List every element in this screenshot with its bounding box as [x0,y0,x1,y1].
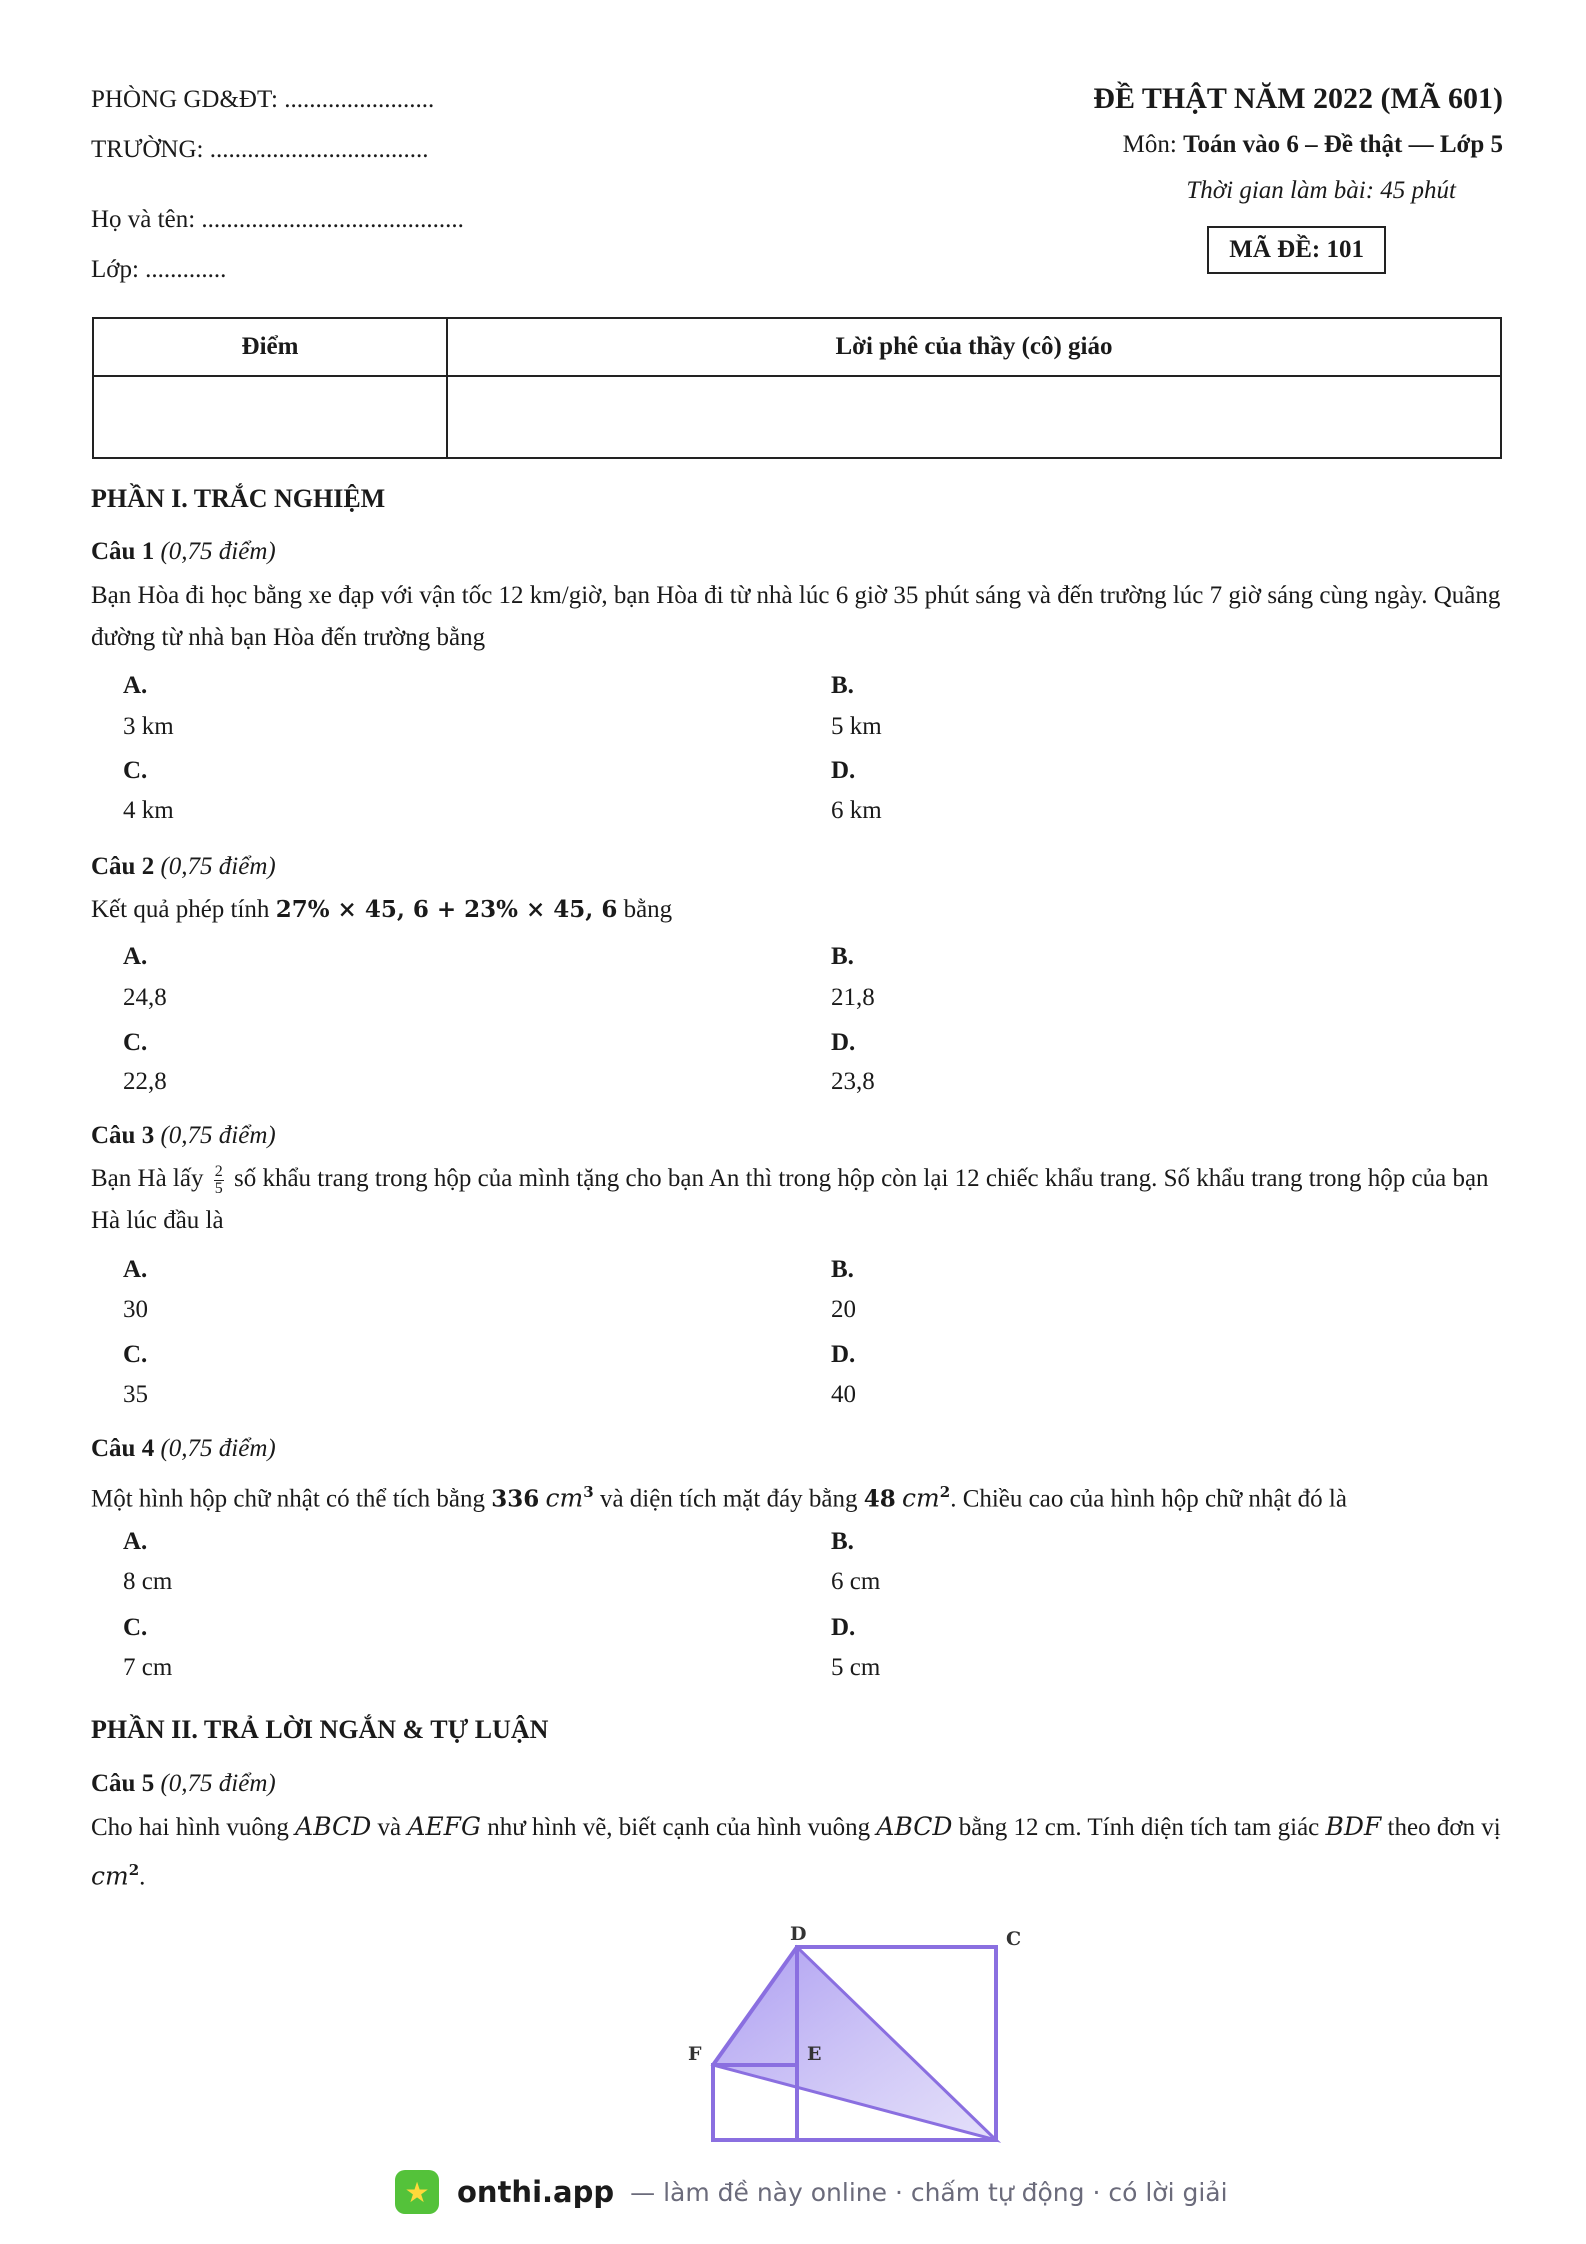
subject-line [1123,131,1503,159]
question-label: Câu 4 [91,1435,155,1462]
q4-option-a-letter: A. [123,1528,148,1555]
app-name-link[interactable]: onthi.app [457,2175,615,2209]
q1-option-a-letter: A. [123,672,148,699]
question-points: (0,75 điểm) [160,538,276,565]
q1-option-a-value: 3 km [123,713,174,740]
math-exponent: 2 [939,1483,951,1501]
score-table [92,317,1502,459]
app-logo-icon: ★ [395,2170,439,2214]
part1-title: PHẦN I. TRẮC NGHIỆM [91,484,386,513]
text-segment: số khẩu trang trong hộp của mình tặng cho bạn An thì trong hộp còn lại 12 chiếc khẩu trang. Số khẩu trang trong hộp của bạn Hà lúc đầu là [91,1165,1489,1234]
text-segment: Kết quả phép tính [91,896,276,923]
math-expression: 27% × 45, 6 + 23% × 45, 6 [275,896,618,923]
q1-option-b-value: 5 km [831,713,882,740]
q1-option-c-value: 4 km [123,797,174,824]
class-line: Lớp: ............. [91,256,227,283]
score-cell [93,376,447,458]
exam-code-box: MÃ ĐỀ: 101 [1207,226,1386,274]
comment-cell [447,376,1501,458]
text-segment: như hình vẽ, biết cạnh của hình vuông [480,1814,877,1841]
q3-option-a-value: 30 [123,1296,148,1323]
q3-option-c-value: 35 [123,1381,148,1408]
label-e: E [807,2043,822,2065]
q4-option-d-value: 5 cm [831,1654,881,1681]
triangle-bdf [713,1947,996,2140]
text-segment: Một hình hộp chữ nhật có thể tích bằng [91,1485,492,1513]
text-segment: và [371,1814,408,1841]
question-5-header [91,1770,276,1798]
text-segment: . [139,1863,146,1891]
exam-title: ĐỀ THẬT NĂM 2022 (MÃ 601) [1093,82,1503,115]
question-5-text [91,1806,1511,1898]
q2-option-b-letter: B. [831,943,854,970]
fraction [214,1164,224,1197]
q1-option-d-value: 6 km [831,797,882,824]
q4-option-b-letter: B. [831,1528,854,1555]
math-number: 48 [863,1485,896,1513]
question-points: (0,75 điểm) [160,1435,276,1462]
q4-option-c-letter: C. [123,1614,148,1641]
math-var: AEFG [407,1812,481,1841]
q2-option-c-value: 22,8 [123,1068,167,1095]
q2-option-c-letter: C. [123,1029,148,1056]
q3-option-d-value: 40 [831,1381,856,1408]
math-exponent: 3 [583,1483,594,1501]
math-unit: cm [91,1861,129,1891]
math-var: ABCD [876,1812,953,1841]
q3-option-d-letter: D. [831,1341,856,1368]
question-label: Câu 5 [91,1770,155,1797]
q2-option-a-value: 24,8 [123,984,167,1011]
text-segment: . Chiều cao của hình hộp chữ nhật đó là [950,1485,1347,1513]
label-d: D [790,1923,807,1945]
q4-option-b-value: 6 cm [831,1568,881,1595]
fraction-denominator: 5 [214,1179,223,1197]
question-3-header [91,1122,276,1150]
question-points: (0,75 điểm) [160,853,276,880]
math-var: BDF [1325,1812,1382,1841]
question-1-header [91,538,276,566]
student-name-line: Họ và tên: .......................................... [91,206,464,233]
question-2-header [91,853,276,881]
question-1-text: Bạn Hòa đi học bằng xe đạp với vận tốc 12 km/giờ, bạn Hòa đi từ nhà lúc 6 giờ 35 phút sáng và đến trường lúc 7 giờ sáng cùng ngày. Quãng đường từ nhà bạn Hòa đến trường bằng [91,582,1501,651]
fraction-numerator: 2 [214,1162,223,1180]
footer-banner[interactable] [395,2170,1228,2214]
label-f: F [688,2043,702,2065]
q3-option-b-letter: B. [831,1256,854,1283]
q1-option-d-letter: D. [831,757,856,784]
question-label: Câu 3 [91,1122,155,1149]
q3-option-a-letter: A. [123,1256,148,1283]
q3-option-c-letter: C. [123,1341,148,1368]
app-tagline: — làm đề này online · chấm tự động · có lời giải [630,2177,1228,2207]
question-4-header [91,1435,276,1463]
text-segment: và diện tích mặt đáy bằng [593,1485,864,1513]
math-exponent: 2 [128,1861,140,1879]
question-label: Câu 2 [91,853,155,880]
math-unit: cm [902,1483,940,1513]
text-segment: Cho hai hình vuông [91,1814,296,1841]
school-line: TRƯỜNG: ................................... [91,136,429,163]
math-number: 336 [491,1485,540,1513]
question-points: (0,75 điểm) [160,1770,276,1797]
score-header: Điểm [93,318,447,376]
text-segment: theo đơn vị [1381,1814,1501,1841]
part2-title: PHẦN II. TRẢ LỜI NGẮN & TỰ LUẬN [91,1715,549,1744]
q4-option-d-letter: D. [831,1614,856,1641]
geometry-figure [680,1910,1040,2150]
subject-name: Toán vào 6 – Đề thật — Lớp 5 [1183,131,1503,158]
time-limit: Thời gian làm bài: 45 phút [1186,177,1456,204]
subject-prefix: Môn: [1122,131,1184,158]
q1-option-c-letter: C. [123,757,148,784]
dept-line: PHÒNG GD&ĐT: ........................ [91,86,435,113]
text-segment: bằng [617,896,673,923]
q4-option-c-value: 7 cm [123,1654,173,1681]
q2-option-b-value: 21,8 [831,984,875,1011]
q2-option-d-letter: D. [831,1029,856,1056]
q1-option-b-letter: B. [831,672,854,699]
label-c: C [1006,1928,1022,1950]
question-points: (0,75 điểm) [160,1122,276,1149]
q2-option-a-letter: A. [123,943,148,970]
math-unit: cm [545,1483,584,1513]
q2-option-d-value: 23,8 [831,1068,875,1095]
question-label: Câu 1 [91,538,155,565]
text-segment: bằng 12 cm. Tính diện tích tam giác [952,1814,1326,1841]
comment-header: Lời phê của thầy (cô) giáo [447,318,1501,376]
math-var: ABCD [295,1812,372,1841]
question-4-text [91,1471,1511,1520]
question-2-text [91,889,1511,931]
text-segment: Bạn Hà lấy [91,1165,210,1192]
question-3-text [91,1158,1511,1242]
q4-option-a-value: 8 cm [123,1568,173,1595]
q3-option-b-value: 20 [831,1296,856,1323]
